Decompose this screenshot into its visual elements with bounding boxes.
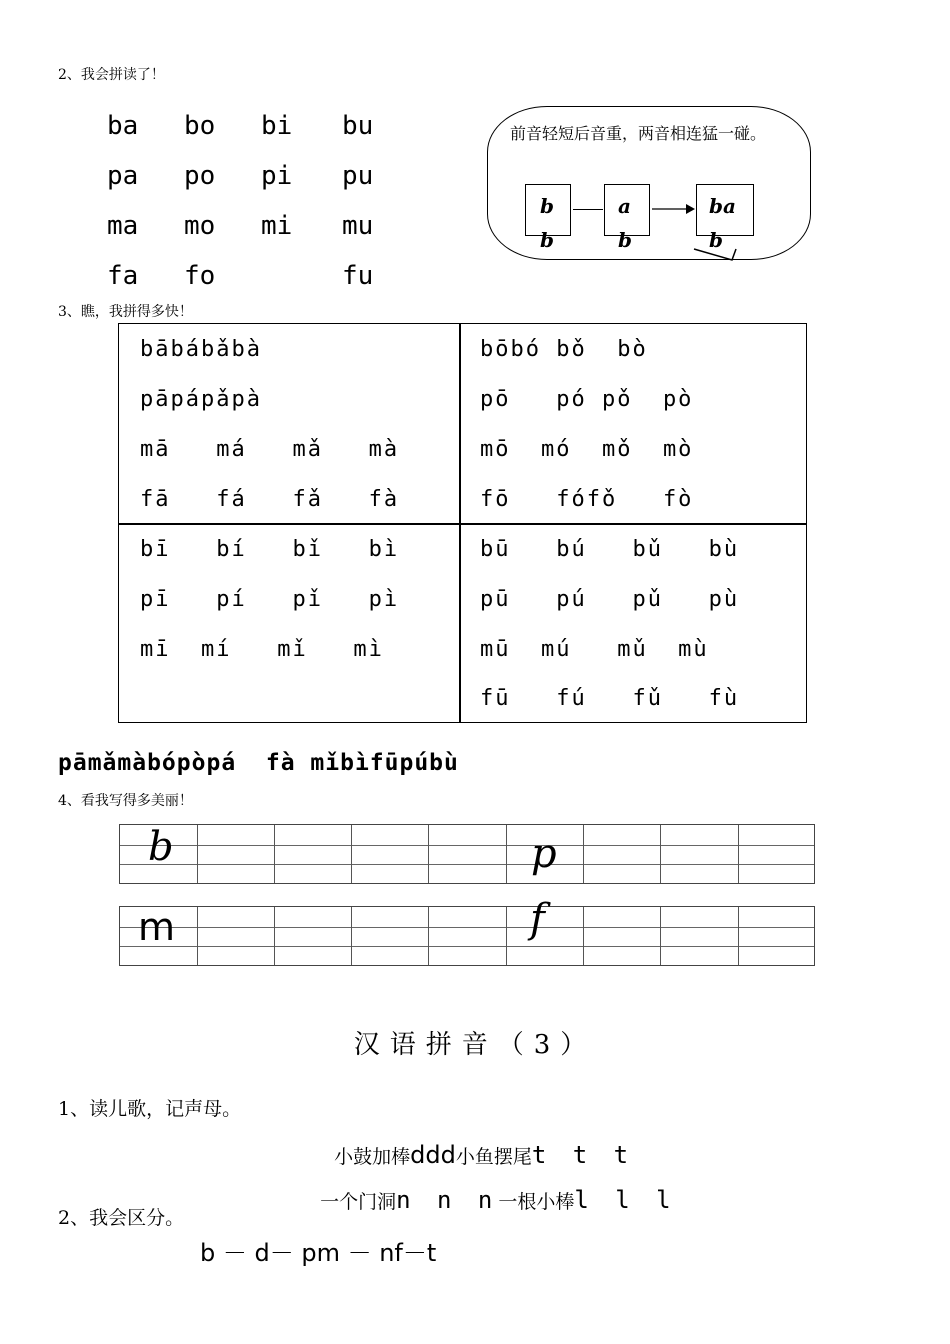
- syllable: ma: [107, 211, 139, 241]
- tone-row: bī bí bǐ bì: [140, 537, 400, 562]
- tone-row: bōbó bǒ bò: [480, 337, 648, 362]
- syllable: bu: [342, 111, 374, 141]
- rhyme-line-1: [322, 1119, 634, 1169]
- tone-row: mō mó mǒ mò: [480, 437, 694, 462]
- rhyme-letters: l l l: [574, 1186, 677, 1214]
- tone-row: mī mí mǐ mì: [140, 637, 384, 662]
- syllable: mi: [261, 211, 293, 241]
- tone-row: pī pí pǐ pì: [140, 587, 400, 612]
- initial-letter: b: [540, 194, 554, 218]
- bubble-text: 前音轻短后音重，两音相连猛一碰。: [510, 124, 767, 143]
- syllable: mo: [184, 211, 216, 241]
- rhyme-text: 一根小棒: [498, 1191, 575, 1213]
- arrow-icon: [650, 202, 696, 216]
- rhyme-line-2: [308, 1164, 677, 1214]
- tone-row: pāpápǎpà: [140, 387, 262, 412]
- syllable: fu: [342, 261, 374, 291]
- writing-grid-row-2: [119, 906, 815, 966]
- section-3-title: 3、瞧，我拼得多快！: [58, 304, 193, 320]
- rhyme-text: 小鼓加棒: [334, 1146, 411, 1168]
- tone-row: fū fú fǔ fù: [480, 686, 740, 711]
- final-letter: a: [618, 194, 631, 218]
- rhyme-letters: t t t: [531, 1141, 635, 1169]
- section-4-title: 4、看我写得多美丽！: [58, 793, 193, 809]
- tone-table: [118, 323, 807, 723]
- lesson-title: 汉语拼音（3）: [353, 1030, 597, 1060]
- tone-row: pō pó pǒ pò: [480, 387, 694, 412]
- syllable-letters: ba: [709, 194, 736, 218]
- syllable: bi: [261, 111, 293, 141]
- tone-row: bū bú bǔ bù: [480, 537, 740, 562]
- tone-row: fā fá fǎ fà: [140, 487, 400, 512]
- syllable: po: [184, 161, 216, 191]
- syllable: fo: [184, 261, 216, 291]
- syllable: mu: [342, 211, 374, 241]
- tone-row: bābábǎbà: [140, 337, 262, 362]
- distinguish-letters: b － d－ pm － nf－t: [200, 1239, 437, 1267]
- syllable: pu: [342, 161, 374, 191]
- tone-row: mā má mǎ mà: [140, 437, 400, 462]
- letter-f: f: [530, 896, 545, 942]
- writing-grid-row-1: [119, 824, 815, 884]
- tone-row: pū pú pǔ pù: [480, 587, 740, 612]
- tone-row: fō fófǒ fò: [480, 487, 694, 512]
- syllable: pa: [107, 161, 139, 191]
- rhyme-text: 一个门洞: [320, 1191, 397, 1213]
- syllable: pi: [261, 161, 293, 191]
- letter-p: p: [531, 831, 557, 877]
- section-2-title: 2、我会拼读了！: [58, 67, 165, 83]
- syllable: fa: [107, 261, 139, 291]
- item-1-title: 1、读儿歌，记声母。: [58, 1098, 242, 1120]
- table-divider: [119, 523, 806, 525]
- item-2-title: 2、我会区分。: [58, 1207, 185, 1229]
- letter-m: m: [138, 905, 176, 949]
- mixed-syllables: pāmǎmàbópòpá fà mǐbìfūpúbù: [58, 750, 459, 776]
- connector-line: [573, 209, 603, 210]
- tone-row: mū mú mǔ mù: [480, 637, 709, 662]
- rhyme-letters: ddd: [410, 1141, 456, 1169]
- final-sub: b: [618, 228, 632, 252]
- syllable-sub: b: [709, 228, 723, 252]
- rhyme-text: 小鱼摆尾: [455, 1146, 532, 1168]
- syllable: bo: [184, 111, 216, 141]
- letter-b: b: [148, 824, 174, 870]
- syllable: ba: [107, 111, 139, 141]
- initial-sub: b: [540, 228, 554, 252]
- rhyme-letters: n n n: [396, 1186, 499, 1214]
